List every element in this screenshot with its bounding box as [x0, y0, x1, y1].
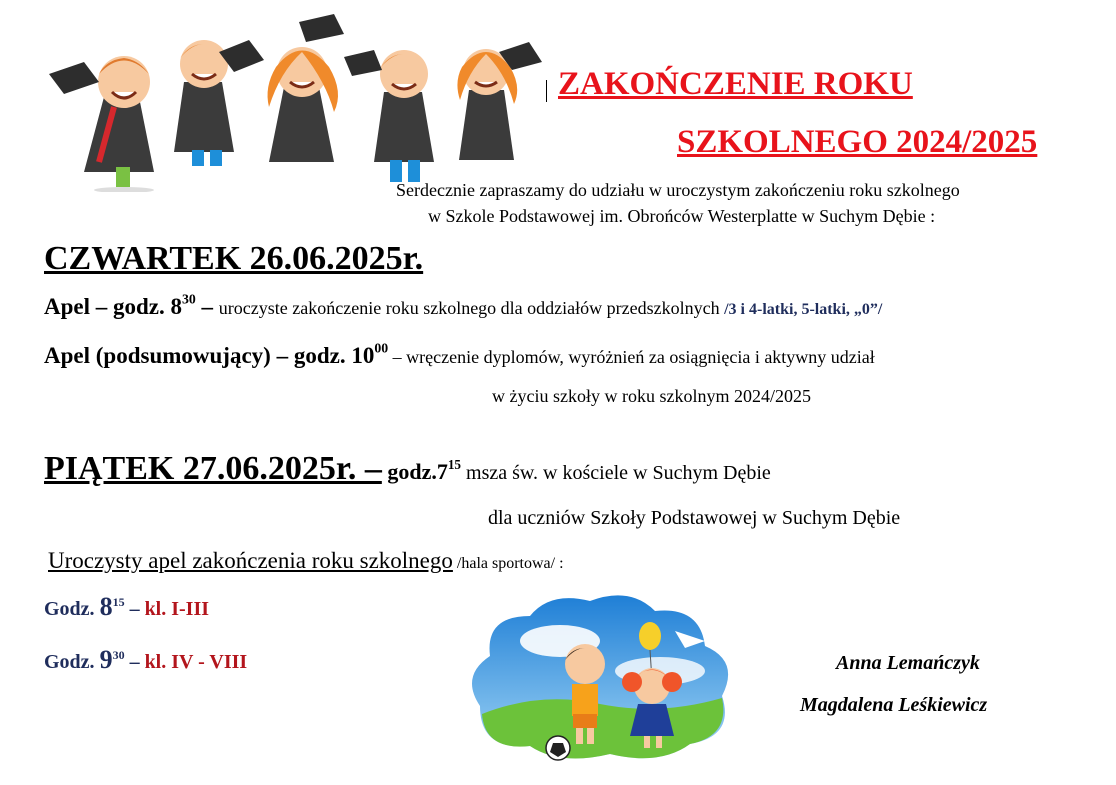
classes-1: kl. I-III: [144, 598, 210, 620]
thursday-event-1: [44, 291, 883, 320]
ceremony-time-1: Godz. $8^{15}$ – kl. I-III: [44, 592, 210, 621]
event-1-note: /3 i 4-latki, 5-latki, „0”/: [724, 301, 883, 318]
graduate-kid-1: [49, 56, 154, 192]
signature-2: Magdalena Leśkiewicz: [800, 694, 988, 716]
thursday-date: CZWARTEK 26.06.2025r.: [44, 240, 424, 277]
friday-text: msza św. w kościele w Suchym Dębie: [461, 462, 771, 484]
title-line-2: SZKOLNEGO 2024/2025: [677, 124, 1038, 160]
graduate-kid-4: [344, 50, 434, 182]
soccer-ball: [546, 736, 570, 760]
friday-text-continued: dla uczniów Szkoły Podstawowej w Suchym Dębie: [488, 507, 901, 529]
friday-time: $godz.7^{15}$: [381, 457, 462, 484]
graduate-kid-3: [268, 14, 344, 162]
friday-event: [44, 450, 771, 488]
graduate-kid-2: [174, 40, 264, 166]
event-1-text: uroczyste zakończenie roku szkolnego dla oddziałów przedszkolnych: [218, 298, 725, 318]
invitation-line-2: w Szkole Podstawowej im. Obrońców Westerplatte w Suchym Dębie :: [428, 206, 936, 226]
invitation-line-1: Serdecznie zapraszamy do udziału w uroczystym zakończeniu roku szkolnego: [396, 180, 960, 200]
graduate-kid-5: [457, 42, 542, 160]
signature-1: Anna Lemańczyk: [836, 652, 980, 674]
event-2-text-continued: w życiu szkoły w roku szkolnym 2024/2025: [492, 386, 811, 406]
event-2-label: Apel (podsumowujący) – godz. $10^{00}$: [44, 340, 389, 368]
ceremony-location: /hala sportowa/ :: [452, 555, 564, 572]
text-cursor: [546, 80, 547, 102]
event-1-label: Apel – godz. $8^{30}$ –: [44, 291, 219, 319]
ceremony-heading: [48, 548, 564, 574]
event-2-text: – wręczenie dyplomów, wyróżnień za osiągnięcia i aktywny udział: [388, 347, 875, 367]
classes-2: kl. IV - VIII: [144, 651, 248, 673]
title-line-1: ZAKOŃCZENIE ROKU: [558, 66, 913, 102]
ceremony-title: Uroczysty apel zakończenia roku szkolnego: [48, 548, 453, 573]
kids-illustration: [460, 586, 740, 766]
ceremony-time-2: Godz. $9^{30}$ – kl. IV - VIII: [44, 645, 248, 674]
graduates-illustration: [44, 12, 544, 192]
thursday-event-2: [44, 340, 875, 369]
friday-date: PIĄTEK 27.06.2025r. –: [44, 450, 382, 487]
